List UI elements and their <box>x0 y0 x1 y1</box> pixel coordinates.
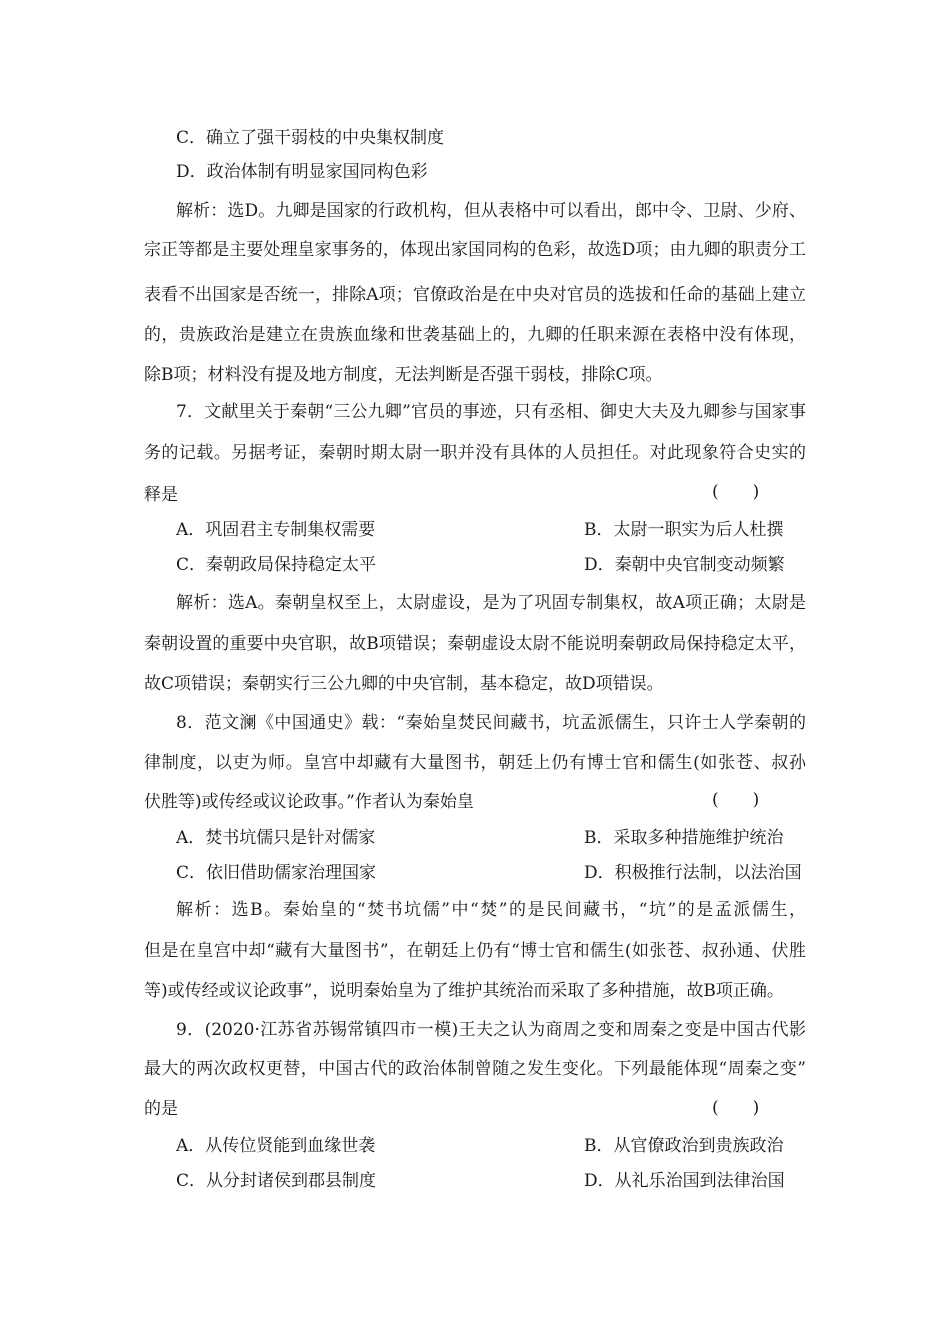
q7-analysis-line: 故C项错误；秦朝实行三公九卿的中央官制，基本稳定，故D项错误。 <box>144 674 664 694</box>
q8-option-c: C．依旧借助儒家治理国家 <box>176 863 377 883</box>
q7-option-b: B．太尉一职实为后人杜撰 <box>584 520 784 540</box>
q7-stem-line: 务的记载。另据考证，秦朝时期太尉一职并没有具体的人员担任。对此现象符合史实的 <box>144 443 806 463</box>
q6-option-d: D．政治体制有明显家国同构色彩 <box>176 162 428 182</box>
q7-analysis-line: 秦朝设置的重要中央官职，故B项错误；秦朝虚设太尉不能说明秦朝政局保持稳定太平， <box>144 634 806 654</box>
q8-answer-blank: ( ) <box>712 790 760 810</box>
q8-stem-line: 8．范文澜《中国通史》载：“秦始皇焚民间藏书，坑孟派儒生，只许士人学秦朝的 <box>176 713 806 733</box>
q9-option-c: C．从分封诸侯到郡县制度 <box>176 1171 377 1191</box>
q7-analysis-line: 解析：选A。秦朝皇权至上，太尉虚设，是为了巩固专制集权，故A项正确；太尉是 <box>176 593 806 613</box>
q9-option-d: D．从礼乐治国到法律治国 <box>584 1171 785 1191</box>
q8-analysis-line: 解析：选B。秦始皇的“焚书坑儒”中“焚”的是民间藏书，“坑”的是孟派儒生， <box>176 900 806 920</box>
q6-analysis-line: 解析：选D。九卿是国家的行政机构，但从表格中可以看出，郎中令、卫尉、少府、 <box>176 201 806 221</box>
q7-answer-blank: ( ) <box>712 482 760 502</box>
q9-stem-line: 的是 <box>144 1099 178 1119</box>
q7-option-c: C．秦朝政局保持稳定太平 <box>176 555 377 575</box>
q8-option-d: D．积极推行法制，以法治国 <box>584 863 802 883</box>
q9-option-a: A．从传位贤能到血缘世袭 <box>176 1136 376 1156</box>
q7-stem-line: 释是 <box>144 485 178 505</box>
q9-option-b: B．从官僚政治到贵族政治 <box>584 1136 784 1156</box>
q8-analysis-line: 等)或传经或议论政事”，说明秦始皇为了维护其统治而采取了多种措施，故B项正确。 <box>144 981 784 1001</box>
q9-stem-line: 最大的两次政权更替，中国古代的政治体制曾随之发生变化。下列最能体现“周秦之变” <box>144 1059 806 1079</box>
q8-stem-line: 律制度，以吏为师。皇宫中却藏有大量图书，朝廷上仍有博士官和儒生(如张苍、叔孙 <box>144 753 806 773</box>
q7-stem-line: 7．文献里关于秦朝“三公九卿”官员的事迹，只有丞相、御史大夫及九卿参与国家事 <box>176 402 806 422</box>
q7-option-d: D．秦朝中央官制变动频繁 <box>584 555 785 575</box>
q8-analysis-line: 但是在皇宫中却“藏有大量图书”，在朝廷上仍有“博士官和儒生(如张苍、叔孙通、伏胜 <box>144 941 806 961</box>
q8-option-b: B．采取多种措施维护统治 <box>584 828 784 848</box>
q6-analysis-line: 宗正等都是主要处理皇家事务的，体现出家国同构的色彩，故选D项；由九卿的职责分工 <box>144 240 806 260</box>
q6-analysis-line: 除B项；材料没有提及地方制度，无法判断是否强干弱枝，排除C项。 <box>144 365 663 385</box>
q8-option-a: A．焚书坑儒只是针对儒家 <box>176 828 376 848</box>
q9-stem-line: 9．(2020·江苏省苏锡常镇四市一模)王夫之认为商周之变和周秦之变是中国古代影 <box>176 1020 806 1040</box>
q6-analysis-line: 表看不出国家是否统一，排除A项；官僚政治是在中央对官员的选拔和任命的基础上建立 <box>144 285 806 305</box>
q6-option-c: C．确立了强干弱枝的中央集权制度 <box>176 128 445 148</box>
q7-option-a: A．巩固君主专制集权需要 <box>176 520 376 540</box>
q6-analysis-line: 的，贵族政治是建立在贵族血缘和世袭基础上的，九卿的任职来源在表格中没有体现， <box>144 325 806 345</box>
q9-answer-blank: ( ) <box>712 1098 760 1118</box>
q8-stem-line: 伏胜等)或传经或议论政事。”作者认为秦始皇 <box>144 792 474 812</box>
